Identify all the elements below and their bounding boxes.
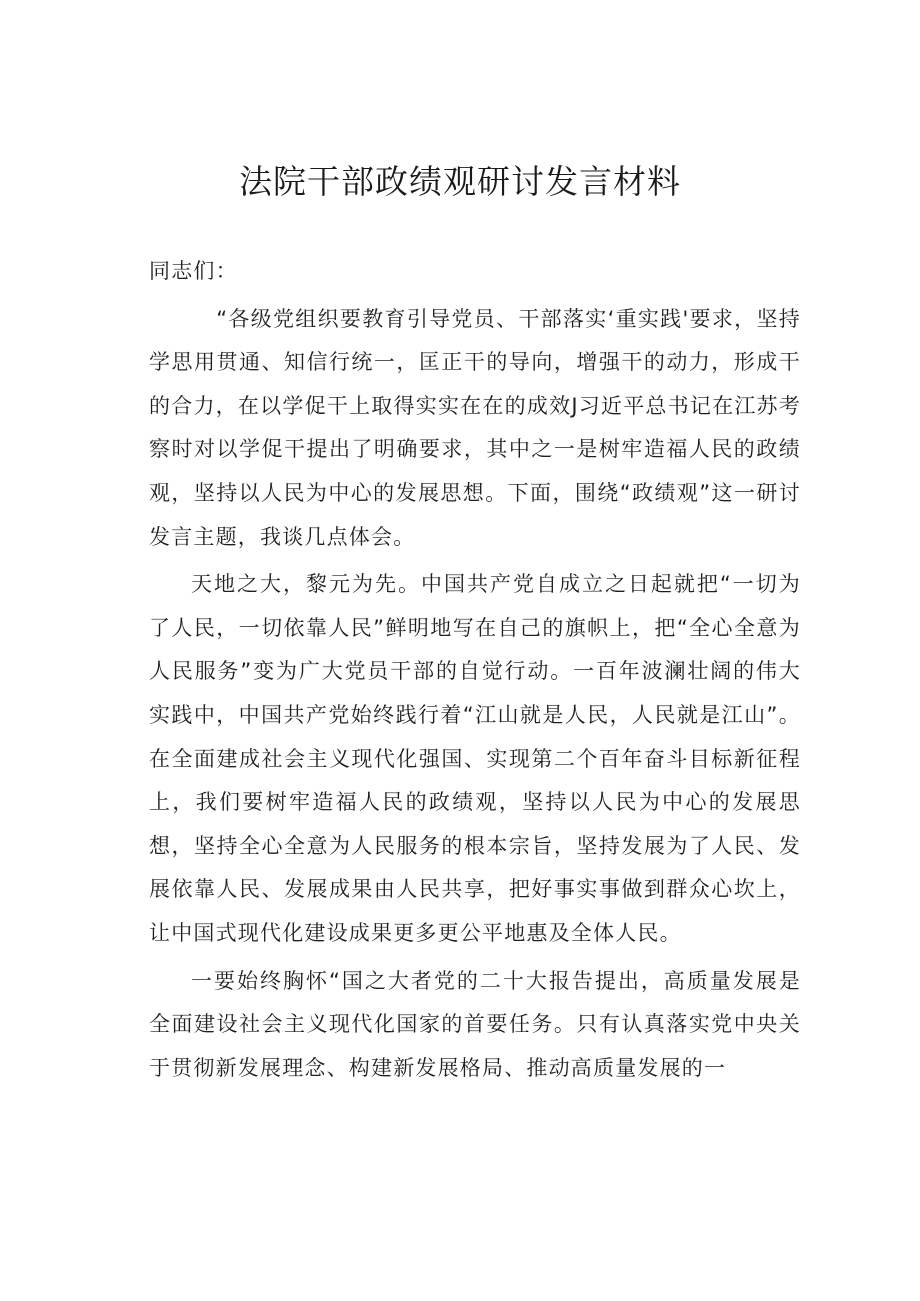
document-title: 法院干部政绩观研讨发言材料 [239,162,681,201]
paragraph-3: 一要始终胸怀“国之大者党的二十大报告提出，高质量发展是全面建设社会主义现代化国家的首要任务。只有认真落实党中央关于贯彻新发展理念、构建新发展格局、推动高质量发展的一 [149,968,801,1080]
salutation: 同志们： [149,259,238,283]
paragraph-1: “各级党组织要教育引导党员、干部落实‘重实践'要求，坚持学思用贯通、知信行统一，匡正干的导向，增强干的动力，形成干的合力，在以学促干上取得实实在在的成效J习近平总书记在江苏考察时对以学促干提出了明确要求，其中之一是树牢造福人民的政绩观，坚持以人民为中心的发展思想。下面，围绕“政绩观”这一研讨发言主题，我谈几点体会。 [149,306,801,549]
document-body [149,250,801,1094]
paragraph-2: 天地之大，黎元为先。中国共产党自成立之日起就把“一切为了人民，一切依靠人民”鲜明地写在自己的旗帜上，把“全心全意为人民服务”变为广大党员干部的自觉行动。一百年波澜壮阔的伟大实践中，中国共产党始终践行着“江山就是人民，人民就是江山”。在全面建成社会主义现代化强国、实现第二个百年奋斗目标新征程上，我们要树牢造福人民的政绩观，坚持以人民为中心的发展思想，坚持全心全意为人民服务的根本宗旨，坚持发展为了人民、发展依靠人民、发展成果由人民共享，把好事实事做到群众心坎上，让中国式现代化建设成果更多更公平地惠及全体人民。 [149,572,801,945]
